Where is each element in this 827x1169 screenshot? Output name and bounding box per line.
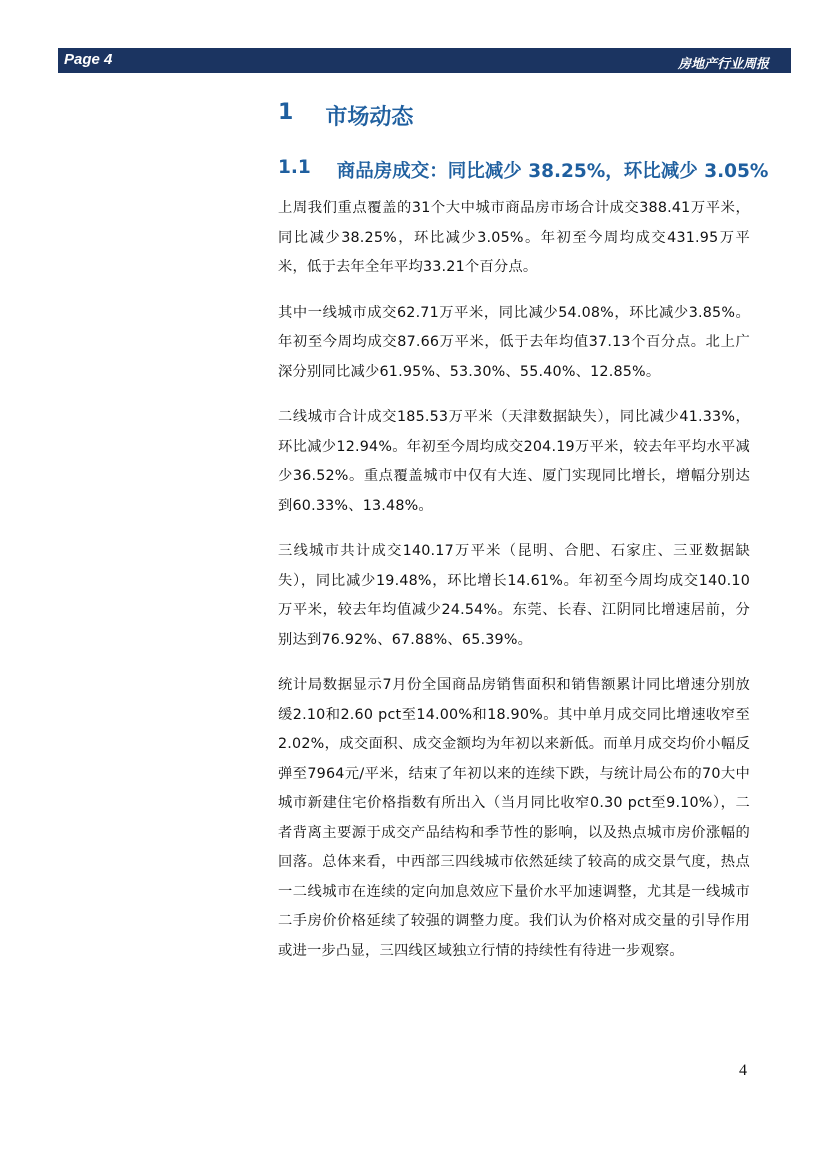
section-heading [278,100,413,131]
section-title: 市场动态 [325,105,414,130]
body-text [278,194,750,982]
paragraph: 其中一线城市成交62.71万平米，同比减少54.08%，环比减少3.85%。年初至今周均成交87.66万平米，低于去年均值37.13个百分点。北上广深分别同比减少61.95%、53.30%、55.40%、12.85%。 [278,304,750,380]
subsection-title: 商品房成交：同比减少 38.25%，环比减少 3.05% [336,161,769,182]
subsection-heading [278,157,768,183]
paragraph: 上周我们重点覆盖的31个大中城市商品房市场合计成交388.41万平米，同比减少38.25%，环比减少3.05%。年初至今周均成交431.95万平米，低于去年全年平均33.21个百分点。 [278,200,750,275]
header-page-label: Page 4 [64,51,113,68]
page-number: 4 [739,1062,747,1079]
paragraph: 二线城市合计成交185.53万平米（天津数据缺失），同比减少41.33%，环比减少12.94%。年初至今周均成交204.19万平米，较去年平均水平减少36.52%。重点覆盖城市中仅有大连、厦门实现同比增长，增幅分别达到60.33%、13.48%。 [278,409,750,514]
paragraph: 统计局数据显示7月份全国商品房销售面积和销售额累计同比增速分别放缓2.10和2.60 pct至14.00%和18.90%。其中单月成交同比增速收窄至2.02%，成交面积、成交金额均为年初以来新低。而单月成交均价小幅反弹至7964元/平米，结束了年初以来的连续下跌，与统计局公布的70大中城市新建住宅价格指数有所出入（当月同比收窄0.30 pct至9.10%），二者背离主要源于成交产品结构和季节性的影响，以及热点城市房价涨幅的回落。总体来看，中西部三四线城市依然延续了较高的成交景气度，热点一二线城市在连续的定向加息效应下量价水平加速调整，尤其是一线城市二手房价价格延续了较强的调整力度。我们认为价格对成交量的引导作用或进一步凸显，三四线区域独立行情的持续性有待进一步观察。 [278,677,750,959]
header-report-title: 房地产行业周报 [677,57,769,72]
section-number: 1 [278,100,294,125]
paragraph: 三线城市共计成交140.17万平米（昆明、合肥、石家庄、三亚数据缺失），同比减少19.48%，环比增长14.61%。年初至今周均成交140.10万平米，较去年均值减少24.54%。东莞、长春、江阴同比增速居前，分别达到76.92%、67.88%、65.39%。 [278,543,750,648]
subsection-number: 1.1 [278,157,311,178]
header-bar [58,48,791,73]
